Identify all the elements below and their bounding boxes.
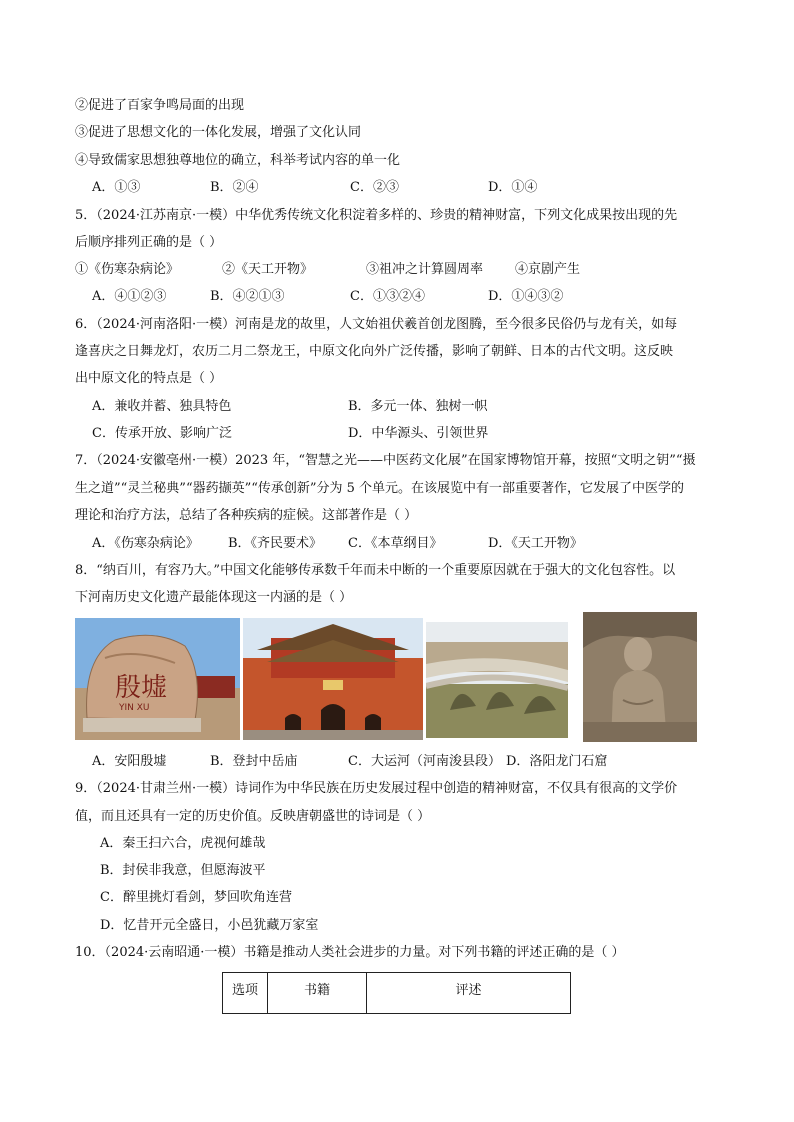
q5-item-2: ②《天工开物》 bbox=[222, 262, 314, 277]
grand-canal-bridge-photo bbox=[426, 622, 568, 738]
q5-option-d[interactable]: D．①④③② bbox=[488, 289, 564, 304]
table-header-book: 书籍 bbox=[268, 973, 367, 1014]
q4-option-b[interactable]: B．②④ bbox=[210, 180, 259, 195]
q9-option-b[interactable]: B．封侯非我意，但愿海波平 bbox=[100, 863, 266, 878]
q6-option-b[interactable]: B．多元一体、独树一帜 bbox=[348, 399, 488, 414]
longmen-grottoes-photo bbox=[583, 612, 697, 742]
q9-option-a[interactable]: A．秦王扫六合，虎视何雄哉 bbox=[100, 836, 266, 851]
q9-stem-line1: 9．（2024·甘肃兰州·一模）诗词作为中华民族在历史发展过程中创造的精神财富，不仅具有很高的文学价 bbox=[75, 781, 678, 796]
q6-stem-line2: 逢喜庆之日舞龙灯，农历二月二祭龙王，中原文化向外广泛传播，影响了朝鲜、日本的古代文明。这反映 bbox=[75, 344, 674, 359]
q5-item-3: ③祖冲之计算圆周率 bbox=[366, 262, 484, 277]
q5-option-a[interactable]: A．④①②③ bbox=[92, 289, 167, 304]
q8-option-d[interactable]: D．洛阳龙门石窟 bbox=[506, 754, 608, 769]
q5-item-1: ①《伤寒杂病论》 bbox=[75, 262, 180, 277]
q6-option-c[interactable]: C．传承开放、影响广泛 bbox=[92, 426, 232, 441]
q8-stem-line1: 8．“纳百川，有容乃大。”中国文化能够传承数千年而未中断的一个重要原因就在于强大的文化包容性。以 bbox=[75, 563, 676, 578]
q4-item-4: ④导致儒家思想独尊地位的确立，科举考试内容的单一化 bbox=[75, 153, 401, 168]
q4-option-c[interactable]: C．②③ bbox=[350, 180, 399, 195]
q5-option-b[interactable]: B．④②①③ bbox=[210, 289, 285, 304]
q5-stem-line1: 5．（2024·江苏南京·一模）中华优秀传统文化积淀着多样的、珍贵的精神财富，下列文化成果按出现的先 bbox=[75, 208, 678, 223]
q6-stem-line1: 6．（2024·河南洛阳·一模）河南是龙的故里，人文始祖伏羲首创龙图腾，至今很多民俗仍与龙有关，如每 bbox=[75, 317, 678, 332]
svg-text:YIN XU: YIN XU bbox=[119, 703, 150, 713]
q7-stem-line2: 生之道”“灵兰秘典”“器药撷英”“传承创新”分为 5 个单元。在该展览中有一部重要著作，它发展了中医学的 bbox=[75, 481, 685, 496]
q6-option-d[interactable]: D．中华源头、引领世界 bbox=[348, 426, 489, 441]
q8-option-b[interactable]: B．登封中岳庙 bbox=[210, 754, 298, 769]
table-header-row bbox=[223, 973, 571, 1014]
q9-option-c[interactable]: C．醉里挑灯看剑，梦回吹角连营 bbox=[100, 890, 292, 905]
q4-option-d[interactable]: D．①④ bbox=[488, 180, 538, 195]
q5-item-4: ④京剧产生 bbox=[515, 262, 581, 277]
table-header-option: 选项 bbox=[223, 973, 268, 1014]
q7-stem-line1: 7．（2024·安徽亳州·一模）2023 年，“智慧之光——中医药文化展”在国家博物馆开幕，按照“文明之钥”“摄 bbox=[75, 453, 696, 468]
q7-option-a[interactable]: A．《伤寒杂病论》 bbox=[92, 536, 199, 551]
q7-stem-line3: 理论和治疗方法，总结了各种疾病的症候。这部著作是（ ） bbox=[75, 508, 418, 523]
q5-option-c[interactable]: C．①③②④ bbox=[350, 289, 425, 304]
q4-item-2: ②促进了百家争鸣局面的出现 bbox=[75, 98, 245, 113]
q8-stem-line2: 下河南历史文化遗产最能体现这一内涵的是（ ） bbox=[75, 590, 353, 605]
table-header-comment: 评述 bbox=[367, 973, 571, 1014]
q4-option-a[interactable]: A．①③ bbox=[92, 180, 141, 195]
yinxu-photo bbox=[75, 618, 240, 740]
q6-option-a[interactable]: A．兼收并蓄、独具特色 bbox=[92, 399, 232, 414]
q4-item-3: ③促进了思想文化的一体化发展，增强了文化认同 bbox=[75, 125, 362, 140]
q6-stem-line3: 出中原文化的特点是（ ） bbox=[75, 371, 223, 386]
q7-option-c[interactable]: C．《本草纲目》 bbox=[348, 536, 443, 551]
q7-option-d[interactable]: D．《天工开物》 bbox=[488, 536, 583, 551]
q9-stem-line2: 值，而且还具有一定的历史价值。反映唐朝盛世的诗词是（ ） bbox=[75, 809, 431, 824]
q8-option-c[interactable]: C．大运河（河南浚县段） bbox=[348, 754, 501, 769]
q10-table bbox=[222, 972, 571, 1014]
q5-stem-line2: 后顺序排列正确的是（ ） bbox=[75, 235, 223, 250]
zhongyue-temple-photo bbox=[243, 618, 423, 740]
q10-stem-line1: 10．（2024·云南昭通·一模）书籍是推动人类社会进步的力量。对下列书籍的评述正确的是（ ） bbox=[75, 945, 625, 960]
q7-option-b[interactable]: B．《齐民要术》 bbox=[228, 536, 323, 551]
q8-option-a[interactable]: A．安阳殷墟 bbox=[92, 754, 167, 769]
svg-text:殷墟: 殷墟 bbox=[115, 673, 168, 703]
q9-option-d[interactable]: D．忆昔开元全盛日，小邑犹藏万家室 bbox=[100, 918, 319, 933]
